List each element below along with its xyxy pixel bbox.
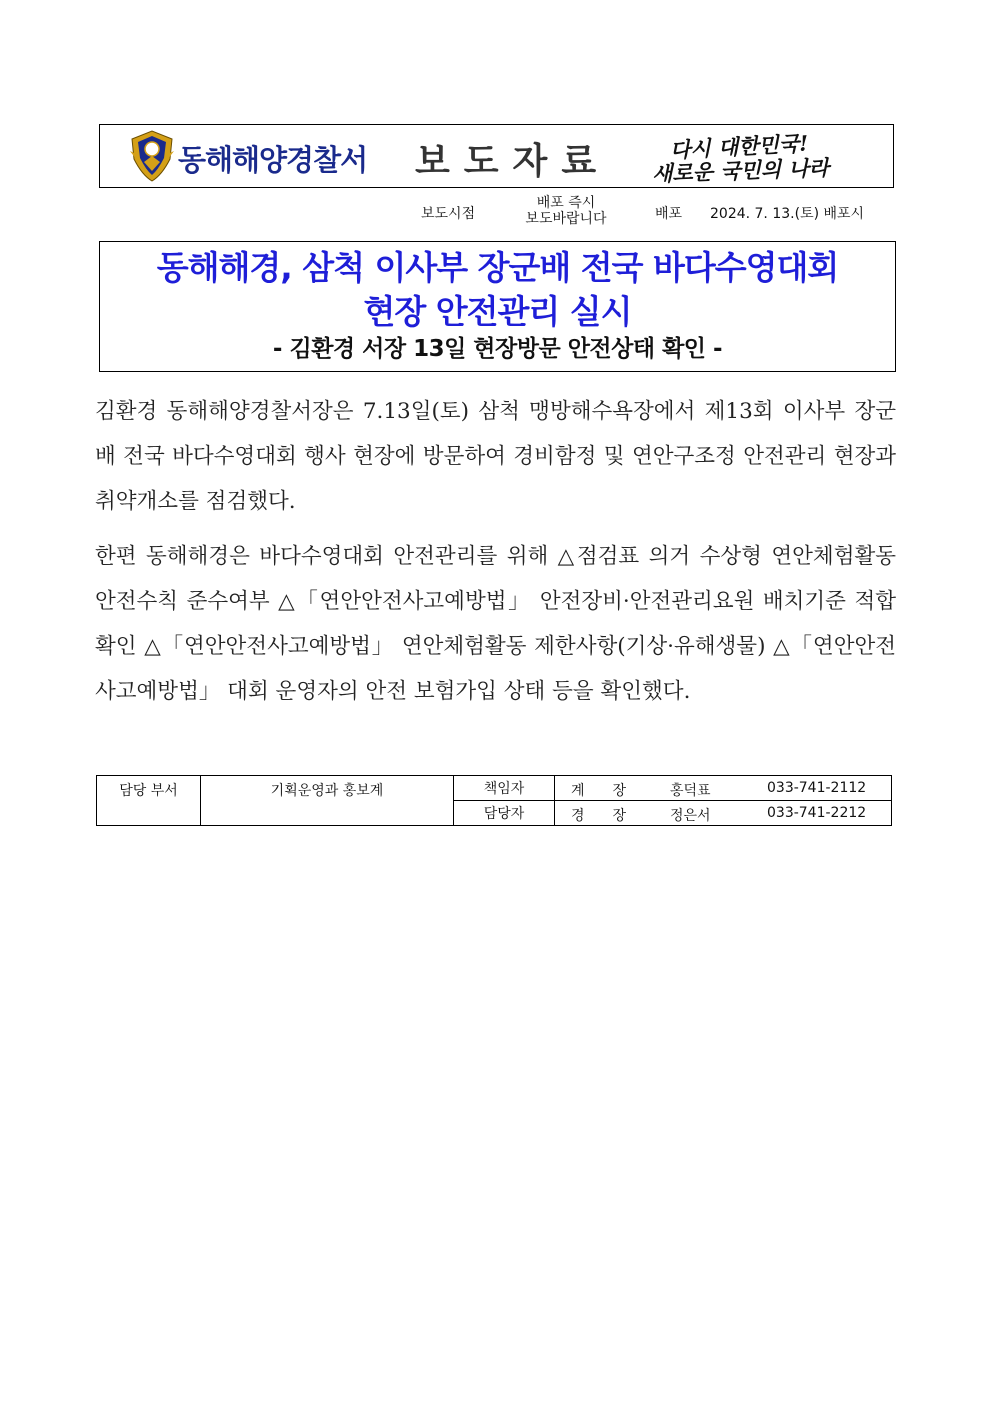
role-cell: 담당자 xyxy=(454,801,555,826)
slogan-line-1: 다시 대한민국! xyxy=(669,130,809,163)
person-name: 홍덕표 xyxy=(670,783,711,799)
person-title: 계장 xyxy=(571,783,655,799)
press-header xyxy=(99,124,894,188)
role-cell: 책임자 xyxy=(454,776,555,801)
release-condition-line-2: 보도바랍니다 xyxy=(525,211,607,227)
headline-box xyxy=(99,241,896,372)
distribution-date: 2024. 7. 13.(토) 배포시 xyxy=(710,206,865,222)
org-name: 동해해양경찰서 xyxy=(178,143,368,177)
table-row xyxy=(97,776,892,801)
coast-guard-emblem-icon xyxy=(130,129,174,183)
headline-line-1: 동해해경, 삼척 이사부 장군배 전국 바다수영대회 xyxy=(156,248,839,287)
person-name: 정은서 xyxy=(670,808,711,824)
doc-type-title: 보도자료 xyxy=(415,141,611,182)
release-label: 보도시점 xyxy=(421,206,476,222)
release-condition xyxy=(512,195,620,227)
person-title: 경장 xyxy=(571,808,655,824)
subheadline: - 김환경 서장 13일 현장방문 안전상태 확인 - xyxy=(272,336,723,362)
headline-line-2: 현장 안전관리 실시 xyxy=(363,292,632,331)
slogan-line-2: 새로운 국민의 나라 xyxy=(651,154,830,187)
person-phone: 033-741-2112 xyxy=(767,780,867,796)
body-paragraph-1: 김환경 동해해양경찰서장은 7.13일(토) 삼척 맹방해수욕장에서 제13회 이사부 장군배 전국 바다수영대회 행사 현장에 방문하여 경비함정 및 연안구조정 안전관리 현장과 취약개소를 점검했다. xyxy=(95,399,896,514)
distribution-label: 배포 xyxy=(655,206,683,222)
slogan xyxy=(648,131,888,185)
dept-name-cell: 기획운영과 홍보계 xyxy=(201,776,454,826)
release-condition-line-1: 배포 즉시 xyxy=(536,195,596,211)
dept-label-cell: 담당 부서 xyxy=(97,776,201,826)
body-paragraph-2: 한편 동해해경은 바다수영대회 안전관리를 위해 △점검표 의거 수상형 연안체험활동 안전수칙 준수여부 △「연안안전사고예방법」 안전장비·안전관리요원 배치기준 적합 확인 △「연안안전사고예방법」 연안체험활동 제한사항(기상·유해생물) △「연안안전사고예방법」 대회 운영자의 안전 보험가입 상태 등을 확인했다. xyxy=(95,544,896,704)
person-cell xyxy=(555,776,892,801)
release-info xyxy=(0,195,992,227)
person-phone: 033-741-2212 xyxy=(767,805,867,821)
contact-table xyxy=(96,775,892,826)
person-cell xyxy=(555,801,892,826)
